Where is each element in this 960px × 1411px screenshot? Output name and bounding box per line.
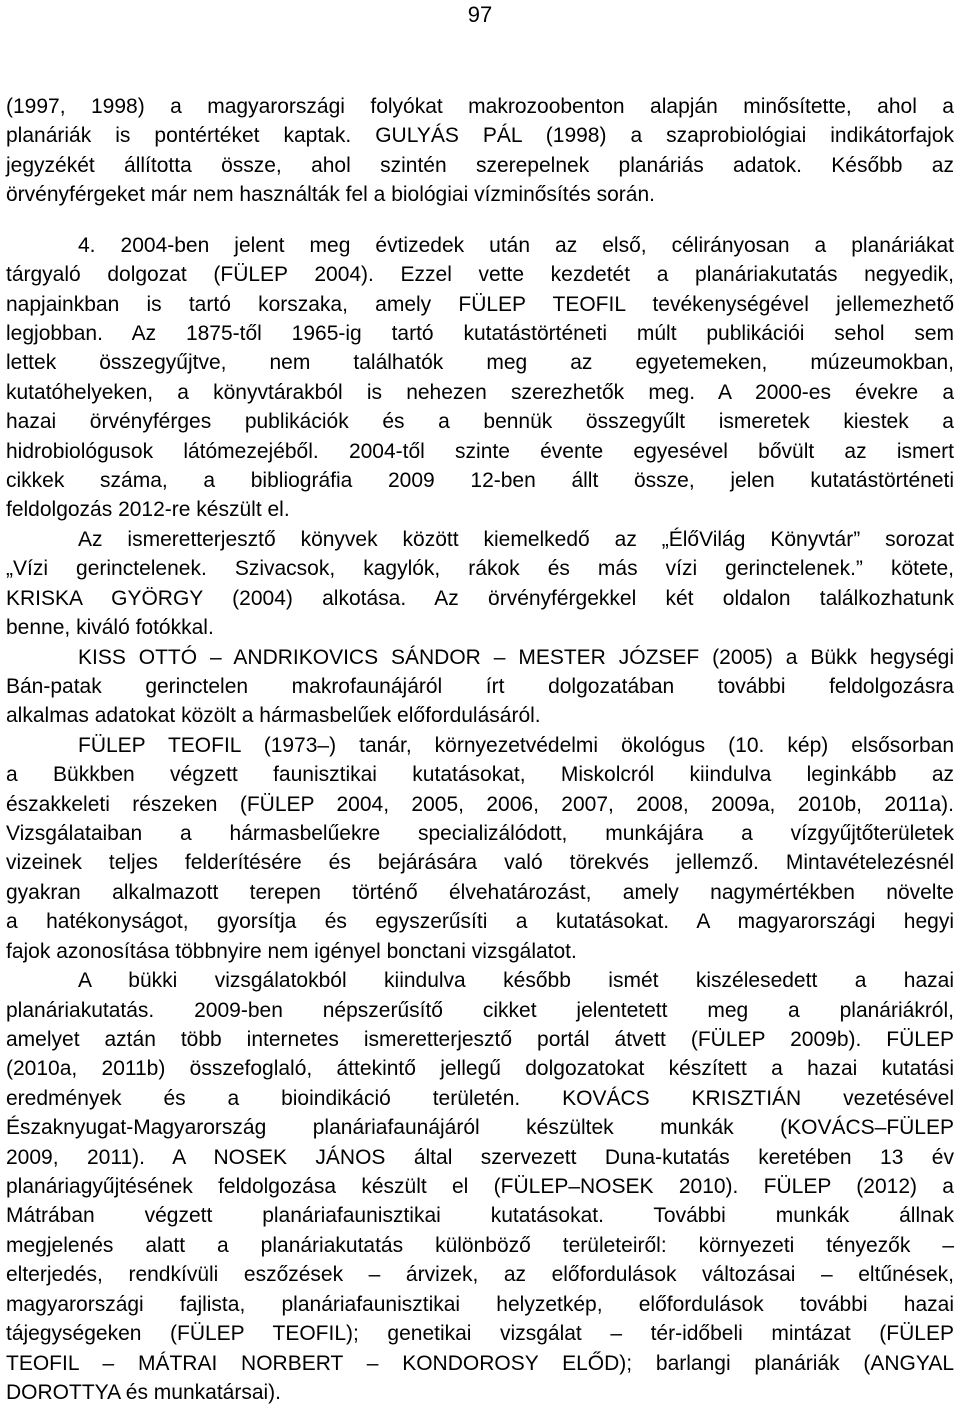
text-line: DOROTTYA és munkatársai). bbox=[6, 1381, 282, 1404]
text-line: jegyzékét állította össze, ahol szintén szerepelnek planáriás adatok. Később az bbox=[6, 153, 954, 177]
text-line: örvényférgeket már nem használták fel a biológiai vízminősítés során. bbox=[6, 183, 655, 207]
text-line: feldolgozás 2012-re készült el. bbox=[6, 498, 290, 522]
text-line: hazai örvényférges publikációk és a bennük összegyűlt ismeretek kiestek a bbox=[6, 410, 954, 434]
page-number: 97 bbox=[467, 2, 493, 27]
text-line: tárgyaló dolgozat (FÜLEP 2004). Ezzel vette kezdetét a planáriakutatás negyedik, bbox=[6, 263, 954, 287]
text-line: megjelenés alatt a planáriakutatás különböző területeiről: környezeti tényezők – bbox=[6, 1233, 954, 1257]
text-line: Bán-patak gerinctelen makrofaunájáról írt dolgozatában további feldolgozásra bbox=[6, 674, 954, 698]
text-line: Vizsgálataiban a hármasbelűekre specializálódott, munkájára a vízgyűjtőterületek bbox=[6, 822, 954, 846]
text-line: alkalmas adatokat közölt a hármasbelűek előfordulásáról. bbox=[6, 704, 541, 728]
text-line: elterjedés, rendkívüli eszőzések – árvizek, az előfordulások változásai – eltűnések, bbox=[6, 1263, 954, 1287]
text-line: tájegységeken (FÜLEP TEOFIL); genetikai vizsgálat – tér-időbeli mintázat (FÜLEP bbox=[6, 1322, 954, 1346]
text-line: KISS OTTÓ – ANDRIKOVICS SÁNDOR – MESTER JÓZSEF (2005) a Bükk hegységi bbox=[78, 645, 954, 669]
text-line: Északnyugat-Magyarország planáriafaunájáról készültek munkák (KOVÁCS–FÜLEP bbox=[6, 1116, 954, 1140]
text-line: a Bükkben végzett faunisztikai kutatásokat, Miskolcról kiindulva leginkább az bbox=[6, 763, 954, 787]
text-line: eredmények és a bioindikáció területén. KOVÁCS KRISZTIÁN vezetésével bbox=[6, 1086, 954, 1110]
text-line: planáriakutatás. 2009-ben népszerűsítő cikket jelentetett meg a planáriákról, bbox=[6, 998, 954, 1022]
text-line: magyarországi fajlista, planáriafaunisztikai helyzetkép, előfordulások további hazai bbox=[6, 1292, 954, 1316]
text-line: FÜLEP TEOFIL (1973–) tanár, környezetvédelmi ökológus (10. kép) elsősorban bbox=[78, 733, 954, 757]
text-line: lettek összegyűjtve, nem találhatók meg az egyetemeken, múzeumokban, bbox=[6, 351, 954, 375]
text-line: (1997, 1998) a magyarországi folyókat makrozoobenton alapján minősítette, ahol a bbox=[6, 95, 954, 118]
text-line: planáriák is pontértéket kaptak. GULYÁS PÁL (1998) a szaprobiológiai indikátorfajok bbox=[6, 124, 954, 148]
text-line: legjobban. Az 1875-től 1965-ig tartó kutatástörténeti múlt publikációi sehol sem bbox=[6, 321, 954, 345]
text-line: vizeinek teljes felderítésére és bejárására való törekvés jellemző. Mintavételezésnél bbox=[6, 851, 954, 875]
text-line: TEOFIL – MÁTRAI NORBERT – KONDOROSY ELŐD); barlangi planáriák (ANGYAL bbox=[6, 1351, 954, 1375]
text-line: 4. 2004-ben jelent meg évtizedek után az első, célirányosan a planáriákat bbox=[78, 233, 954, 257]
text-line: KRISKA GYÖRGY (2004) alkotása. Az örvényférgekkel két oldalon találkozhatunk bbox=[6, 586, 954, 610]
text-line: kutatóhelyeken, a könyvtárakból is nehezen szerezhetők meg. A 2000-es évekre a bbox=[6, 380, 954, 404]
text-line: cikkek száma, a bibliográfia 2009 12-ben állt össze, jelen kutatástörténeti bbox=[6, 469, 954, 493]
text-line: amelyet aztán több internetes ismeretterjesztő portál átvett (FÜLEP 2009b). FÜLEP bbox=[6, 1027, 954, 1051]
text-line: benne, kiváló fotókkal. bbox=[6, 616, 214, 640]
text-line: Az ismeretterjesztő könyvek között kiemelkedő az „ÉlőVilág Könyvtár” sorozat bbox=[78, 527, 954, 551]
text-line: napjainkban is tartó korszaka, amely FÜLEP TEOFIL tevékenységével jellemezhető bbox=[6, 292, 954, 316]
text-line: (2010a, 2011b) összefoglaló, áttekintő jellegű dolgozatokat készített a hazai kutatási bbox=[6, 1057, 954, 1081]
text-line: 2009, 2011). A NOSEK JÁNOS által szervezett Duna-kutatás keretében 13 év bbox=[6, 1145, 954, 1169]
text-line: fajok azonosítása többnyire nem igényel bonctani vizsgálatot. bbox=[6, 939, 577, 963]
text-line: planáriagyűjtésének feldolgozása készült el (FÜLEP–NOSEK 2010). FÜLEP (2012) a bbox=[6, 1175, 954, 1199]
text-line: A bükki vizsgálatokból kiindulva később ismét kiszélesedett a hazai bbox=[78, 969, 954, 993]
text-line: északkeleti részeken (FÜLEP 2004, 2005, 2006, 2007, 2008, 2009a, 2010b, 2011a). bbox=[6, 792, 954, 816]
text-line: hidrobiológusok látómezejéből. 2004-től szinte évente egyesével bővült az ismert bbox=[6, 439, 954, 463]
text-line: a hatékonyságot, gyorsítja és egyszerűsíti a kutatásokat. A magyarországi hegyi bbox=[6, 910, 954, 934]
text-line: gyakran alkalmazott terepen történő élvehatározást, amely nagymértékben növelte bbox=[6, 880, 954, 904]
text-line: „Vízi gerinctelenek. Szivacsok, kagylók, rákok és más vízi gerinctelenek.” kötete, bbox=[6, 557, 954, 581]
text-line: Mátrában végzett planáriafaunisztikai kutatásokat. További munkák állnak bbox=[6, 1204, 954, 1228]
